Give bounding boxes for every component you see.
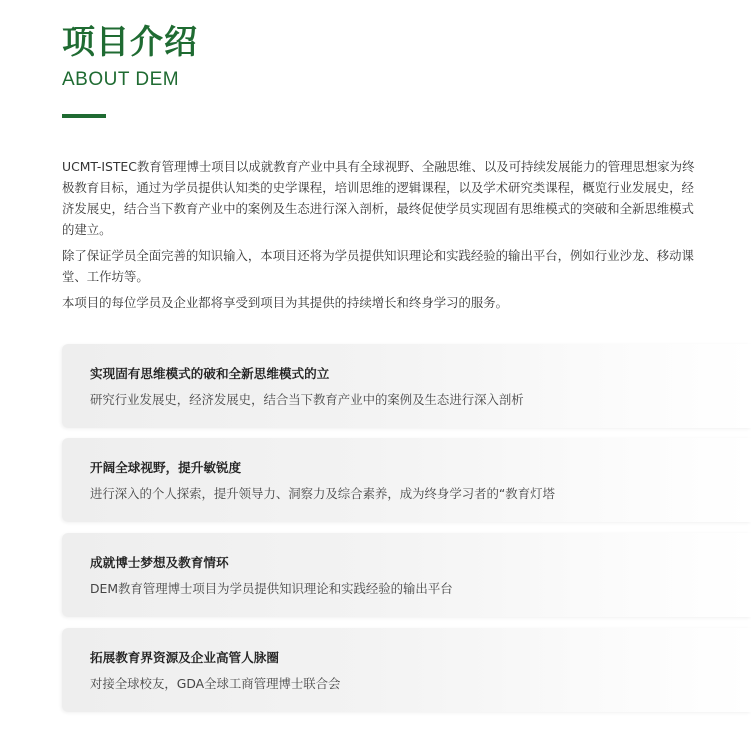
feature-card-desc: 研究行业发展史，经济发展史，结合当下教育产业中的案例及生态进行深入剖析 [90, 392, 524, 407]
title-underline [62, 114, 106, 118]
page-title: 项目介绍 [62, 22, 198, 61]
feature-card-title: 拓展教育界资源及企业高管人脉圈 [90, 650, 279, 665]
intro-paragraph: 除了保证学员全面完善的知识输入，本项目还将为学员提供知识理论和实践经验的输出平台，例如行业沙龙、移动课堂、工作坊等。 [62, 248, 694, 284]
page-subtitle: ABOUT DEM [62, 69, 180, 90]
feature-card [62, 438, 751, 522]
feature-card-desc: 对接全球校友，GDA全球工商管理博士联合会 [90, 676, 341, 691]
title-block [62, 22, 198, 92]
intro-paragraph: 本项目的每位学员及企业都将享受到项目为其提供的持续增长和终身学习的服务。 [62, 295, 509, 310]
feature-card-title: 实现固有思维模式的破和全新思维模式的立 [90, 366, 330, 381]
intro-text [62, 156, 702, 318]
feature-card [62, 344, 751, 428]
intro-paragraph: UCMT-ISTEC教育管理博士项目以成就教育产业中具有全球视野、全融思维、以及可持续发展能力的管理思想家为终极教育目标，通过为学员提供认知类的史学课程，培训思维的逻辑课程，以及学术研究类课程，概览行业发展史，经济发展史，结合当下教育产业中的案例及生态进行深入剖析，最终促使学员实现固有思维模式的突破和全新思维模式的建立。 [62, 159, 695, 237]
feature-card-title: 开阔全球视野，提升敏锐度 [90, 460, 242, 475]
feature-card-desc: 进行深入的个人探索，提升领导力、洞察力及综合素养，成为终身学习者的“教育灯塔 [90, 486, 555, 501]
feature-card [62, 628, 751, 712]
feature-card [62, 533, 751, 617]
feature-card-title: 成就博士梦想及教育情环 [90, 555, 229, 570]
feature-card-desc: DEM教育管理博士项目为学员提供知识理论和实践经验的输出平台 [90, 581, 453, 596]
